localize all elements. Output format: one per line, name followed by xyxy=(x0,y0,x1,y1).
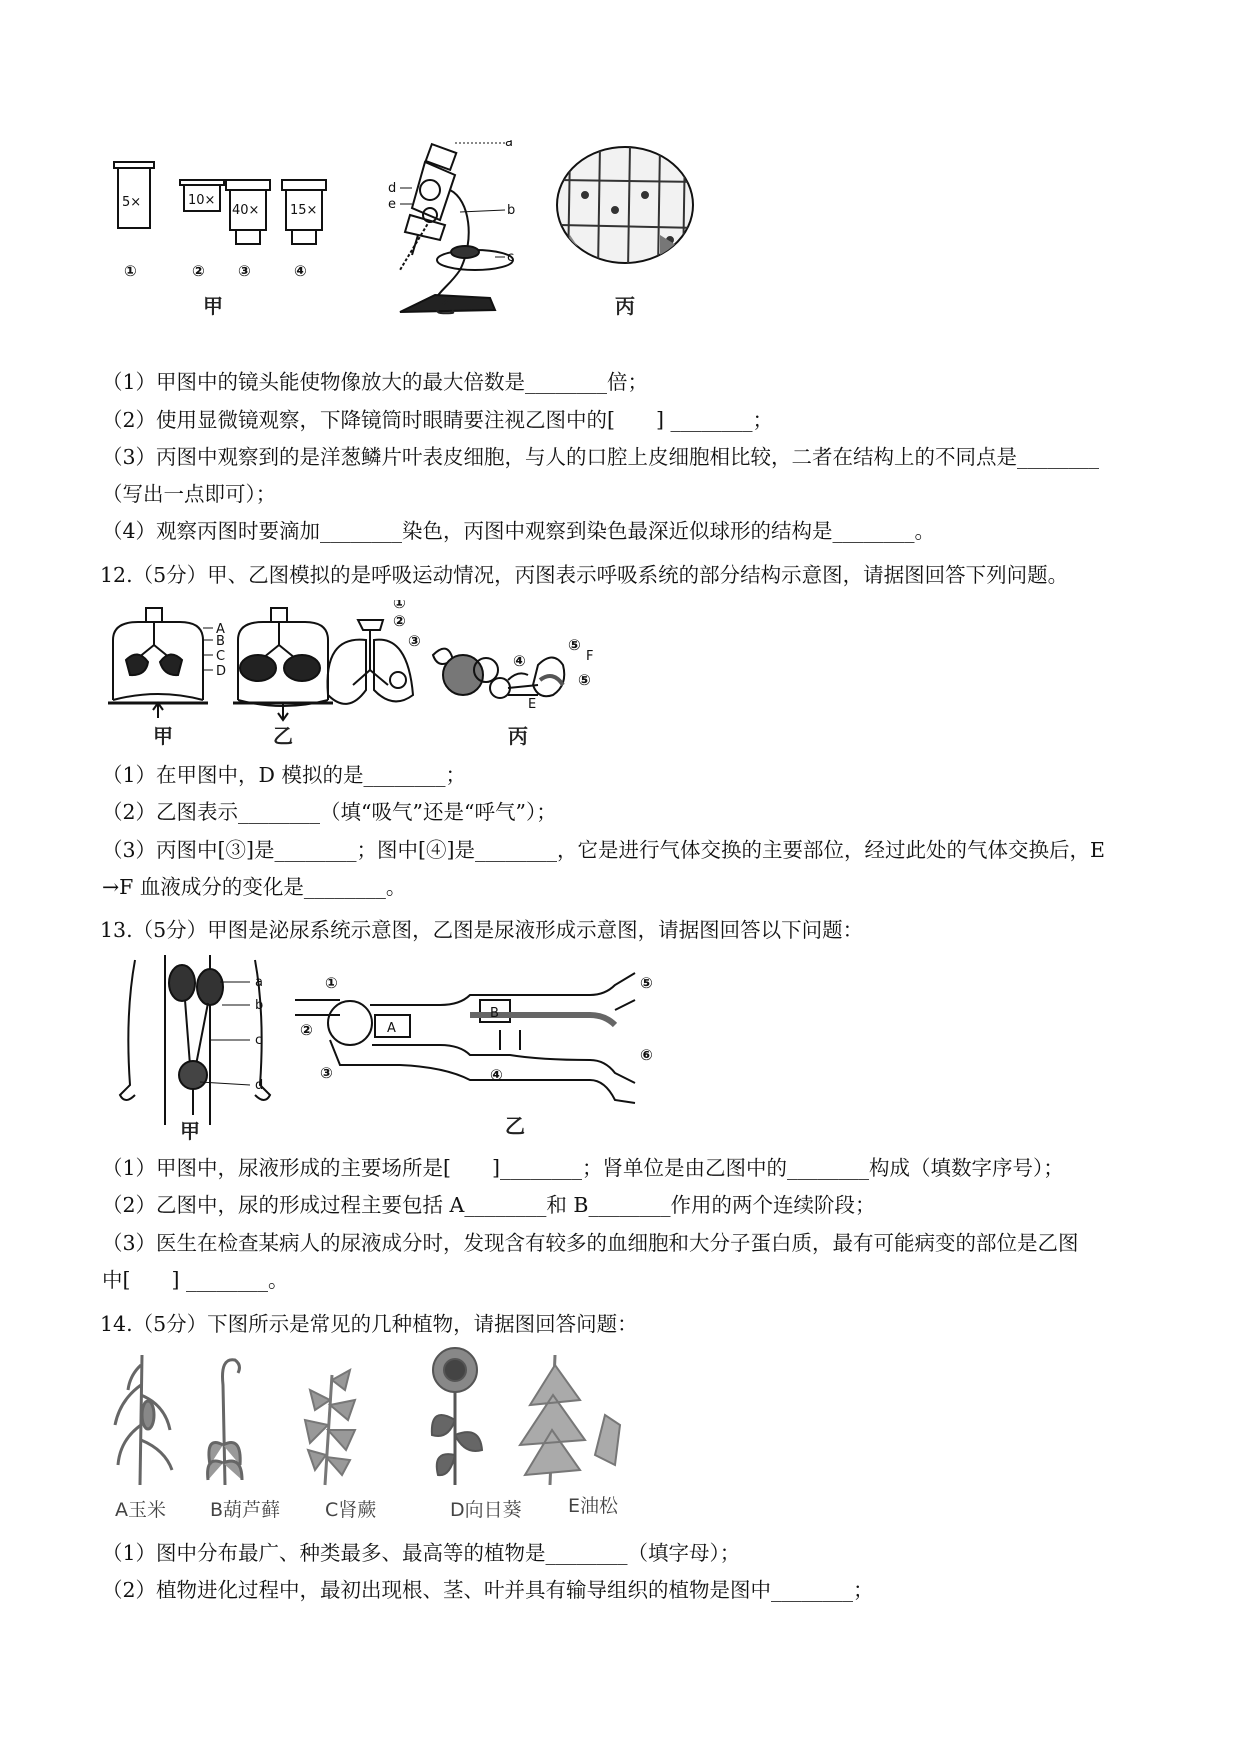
respiratory-structures xyxy=(327,620,564,704)
svg-text:B: B xyxy=(216,634,225,649)
svg-text:F: F xyxy=(586,649,594,664)
svg-text:A: A xyxy=(216,622,225,637)
q11-line-4: （写出一点即可）； xyxy=(102,482,277,506)
panel-label-yi: 乙 xyxy=(435,294,455,318)
q12-line-2: （2）乙图表示________（填“吸气”还是“呼气”）； xyxy=(102,800,557,824)
panel-label-jia: 甲 xyxy=(153,724,173,748)
q11-line-2: （2）使用显微镜观察，下降镜筒时眼睛要注视乙图中的[ ] ________； xyxy=(102,408,774,432)
fern-plant xyxy=(305,1370,355,1485)
svg-text:⑤: ⑤ xyxy=(640,974,653,992)
svg-text:②: ② xyxy=(393,612,406,630)
pine-plant xyxy=(520,1355,620,1485)
svg-text:c: c xyxy=(507,250,515,265)
svg-text:②: ② xyxy=(300,1021,313,1039)
urinary-system-drawing xyxy=(120,955,270,1125)
svg-text:⑤: ⑤ xyxy=(578,671,591,689)
q12-line-4: →F 血液成分的变化是________。 xyxy=(102,875,407,899)
lens-2 xyxy=(180,180,224,280)
nephron-drawing xyxy=(295,973,635,1103)
svg-text:B: B xyxy=(490,1006,499,1021)
sunflower-plant xyxy=(432,1348,482,1485)
q13-figure xyxy=(110,955,730,1143)
q13-line-3: （3）医生在检查某病人的尿液成分时，发现含有较多的血细胞和大分子蛋白质，最有可能病变的部位是乙图 xyxy=(102,1231,1079,1255)
plants-figure xyxy=(110,1345,690,1495)
svg-text:15×: 15× xyxy=(290,203,318,218)
plant-label-e: E油松 xyxy=(568,1495,619,1517)
svg-text:D: D xyxy=(216,664,227,679)
svg-text:②: ② xyxy=(192,262,205,280)
q12-line-1: （1）在甲图中，D 模拟的是________； xyxy=(102,763,466,787)
svg-text:b: b xyxy=(507,203,516,218)
svg-text:a: a xyxy=(255,975,263,990)
svg-text:b: b xyxy=(255,998,264,1013)
q14-figure xyxy=(110,1345,690,1525)
q14-title: 14.（5分）下图所示是常见的几种植物，请据图回答问题： xyxy=(100,1312,638,1336)
svg-text:①: ① xyxy=(325,974,338,992)
svg-text:③: ③ xyxy=(320,1064,333,1082)
q13-line-1: （1）甲图中，尿液形成的主要场所是[ ]________；肾单位是由乙图中的________构成（填数字序号）； xyxy=(102,1156,1064,1180)
svg-text:④: ④ xyxy=(490,1066,503,1084)
panel-label-jia: 甲 xyxy=(203,294,223,318)
svg-text:E: E xyxy=(528,697,537,712)
svg-text:④: ④ xyxy=(513,652,526,670)
svg-text:e: e xyxy=(388,197,396,212)
q14-line-1: （1）图中分布最广、种类最多、最高等的植物是________（填字母）； xyxy=(102,1541,741,1565)
svg-text:C: C xyxy=(216,649,226,664)
breathing-figure xyxy=(108,600,708,745)
svg-text:d: d xyxy=(255,1078,264,1093)
svg-text:10×: 10× xyxy=(188,193,216,208)
q11-line-1: （1）甲图中的镜头能使物像放大的最大倍数是________倍； xyxy=(102,370,649,394)
q13-line-4: 中[ ] ________。 xyxy=(102,1268,289,1292)
lens-4 xyxy=(282,180,326,280)
bell-jar-2 xyxy=(233,608,333,720)
svg-text:40×: 40× xyxy=(232,203,260,218)
svg-text:①: ① xyxy=(124,262,137,280)
lens-1 xyxy=(114,162,154,280)
panel-label-bing: 丙 xyxy=(508,724,528,748)
cell-view xyxy=(557,145,700,270)
svg-text:④: ④ xyxy=(294,262,307,280)
plant-label-d: D向日葵 xyxy=(450,1499,522,1521)
svg-text:⑥: ⑥ xyxy=(640,1046,653,1064)
svg-text:③: ③ xyxy=(238,262,251,280)
svg-text:③: ③ xyxy=(408,632,421,650)
panel-label-yi: 乙 xyxy=(273,724,293,748)
svg-text:c: c xyxy=(255,1033,263,1048)
svg-text:①: ① xyxy=(393,600,406,612)
q13-line-2: （2）乙图中，尿的形成过程主要包括 A________和 B________作用的两个连续阶段； xyxy=(102,1193,876,1217)
svg-text:⑤: ⑤ xyxy=(568,636,581,654)
lens-3 xyxy=(226,180,270,280)
q13-title: 13.（5分）甲图是泌尿系统示意图，乙图是尿液形成示意图，请据图回答以下问题： xyxy=(100,918,864,942)
plant-label-a: A玉米 xyxy=(115,1499,166,1521)
microscope-drawing xyxy=(400,143,516,312)
plant-label-c: C肾蕨 xyxy=(325,1499,377,1521)
moss-plant xyxy=(208,1360,242,1485)
panel-label-yi: 乙 xyxy=(505,1114,525,1138)
svg-text:A: A xyxy=(387,1021,396,1036)
panel-label-jia: 甲 xyxy=(180,1119,200,1143)
corn-plant xyxy=(115,1355,172,1485)
panel-label-bing: 丙 xyxy=(615,294,635,318)
lens-label: 5× xyxy=(122,195,142,210)
urinary-figure xyxy=(110,955,730,1140)
q11-figure xyxy=(100,140,800,350)
q11-line-3: （3）丙图中观察到的是洋葱鳞片叶表皮细胞，与人的口腔上皮细胞相比较，二者在结构上的不同点是________ xyxy=(102,445,1100,469)
q12-figure xyxy=(108,600,708,748)
svg-text:a: a xyxy=(505,140,513,150)
q14-line-2: （2）植物进化过程中，最初出现根、茎、叶并具有输导组织的植物是图中________； xyxy=(102,1578,874,1602)
q11-line-5: （4）观察丙图时要滴加________染色，丙图中观察到染色最深近似球形的结构是________。 xyxy=(102,519,936,543)
svg-text:d: d xyxy=(388,181,397,196)
plant-label-b: B葫芦藓 xyxy=(210,1499,281,1521)
bell-jar-1 xyxy=(108,608,213,718)
q12-title: 12.（5分）甲、乙图模拟的是呼吸运动情况，丙图表示呼吸系统的部分结构示意图，请据图回答下列问题。 xyxy=(100,563,1069,587)
q12-line-3: （3）丙图中[③]是________；图中[④]是________，它是进行气体交换的主要部位，经过此处的气体交换后，E xyxy=(102,838,1105,862)
